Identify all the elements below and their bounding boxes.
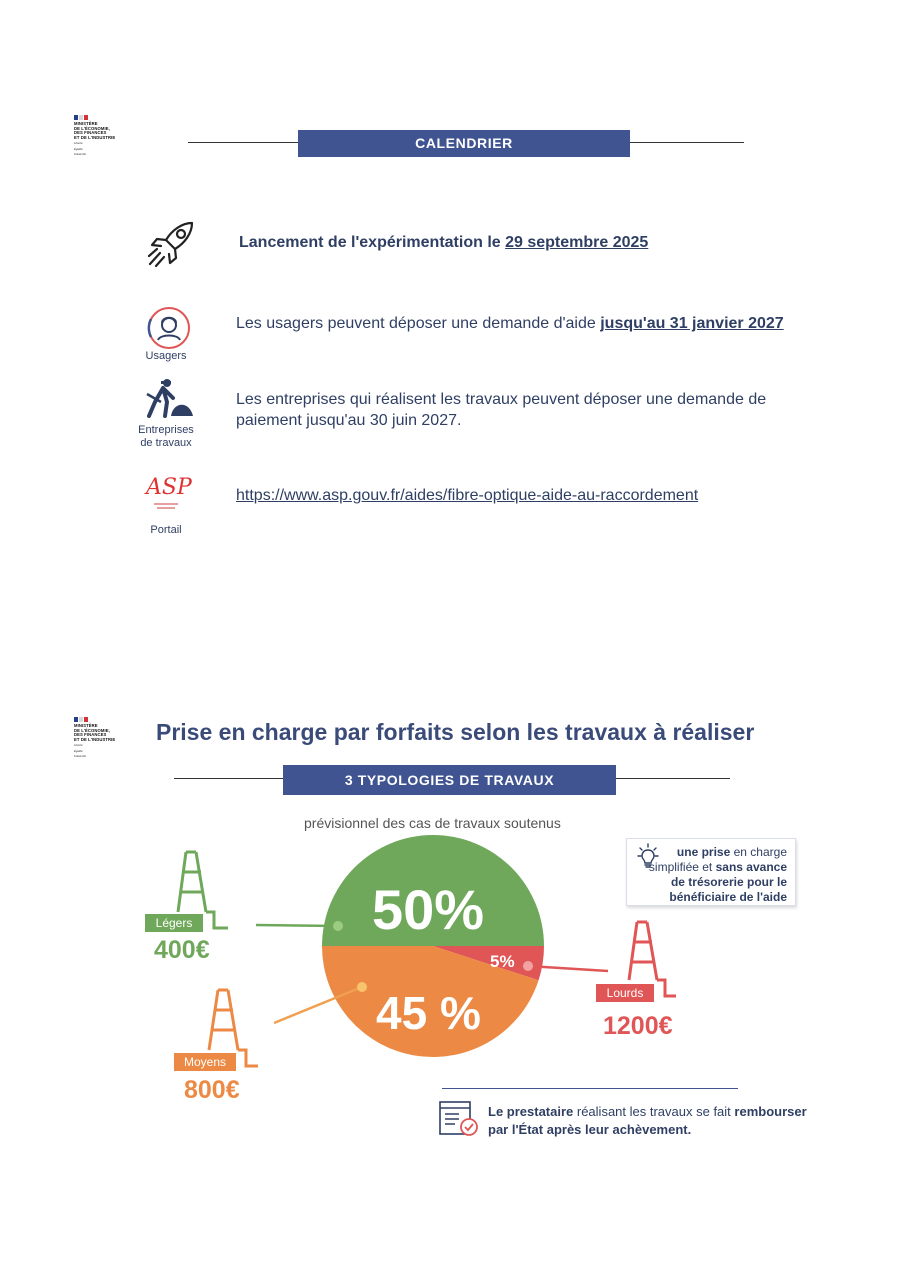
companies-text: Les entreprises qui réalisent les travaux peuvent déposer une demande de paiement jusqu'au 30 juin 2027.: [236, 391, 767, 429]
logo-line: DE L'ÉCONOMIE,: [74, 125, 110, 131]
companies-caption-line: Entreprises: [138, 424, 194, 436]
invoice-icon: [438, 1100, 480, 1138]
legers-price: 400€: [154, 936, 210, 964]
footnote-divider: [442, 1088, 738, 1089]
asp-logo-text: ASP: [146, 475, 192, 500]
users-label: Les usagers peuvent déposer une demande d'aide: [236, 315, 601, 332]
portal-link[interactable]: https://www.asp.gouv.fr/aides/fibre-optique-aide-au-raccordement: [236, 487, 699, 504]
footnote-rest: réalisant les travaux se fait: [573, 1104, 735, 1119]
footnote-bold: rembourser par l'État après leur achèvement.: [488, 1104, 807, 1137]
footnote-text: [488, 1103, 808, 1139]
logo-line: DES FINANCES: [74, 130, 107, 136]
logo-motto: Liberté: [74, 743, 83, 748]
legers-percent: 50%: [372, 878, 485, 941]
launch-label: Lancement de l'expérimentation le: [239, 234, 506, 251]
moyens-dot: [357, 982, 367, 992]
calendar-banner: CALENDRIER: [298, 130, 630, 157]
footnote-bold: Le prestataire: [488, 1104, 574, 1119]
portal-caption: Portail: [150, 524, 182, 536]
users-caption: Usagers: [145, 350, 187, 362]
logo-line: ET DE L'INDUSTRIE: [74, 736, 116, 742]
info-box-bold: une prise: [676, 845, 731, 859]
logo-motto: Fraternité: [74, 151, 86, 156]
forfaits-title: Prise en charge par forfaits selon les travaux à réaliser: [156, 719, 755, 745]
lourds-tag: Lourds: [596, 984, 654, 1002]
logo-motto: Liberté: [74, 141, 83, 146]
lourds-percent: 5%: [490, 952, 515, 971]
lourds-dot: [523, 961, 533, 971]
legers-connector: [256, 925, 338, 926]
info-box-bold: sans avance de trésorerie pour le bénéficiaire de l'aide: [669, 860, 787, 904]
logo-motto: Égalité: [74, 146, 83, 151]
logo-motto: Égalité: [74, 748, 83, 753]
logo-line: ET DE L'INDUSTRIE: [74, 134, 116, 140]
chart-subtitle: prévisionnel des cas de travaux soutenus: [304, 815, 561, 831]
companies-caption-line: de travaux: [140, 437, 192, 449]
launch-date: 29 septembre 2025: [505, 234, 649, 251]
logo-line: MINISTÈRE: [74, 723, 98, 728]
legers-tag: Légers: [145, 914, 203, 932]
moyens-percent: 45 %: [376, 987, 481, 1039]
logo-motto: Fraternité: [74, 753, 86, 758]
moyens-tag: Moyens: [174, 1053, 236, 1071]
logo-line: DES FINANCES: [74, 732, 107, 738]
moyens-price: 800€: [184, 1076, 240, 1104]
users-deadline: jusqu'au 31 janvier 2027: [600, 315, 784, 332]
info-box-text: en charge simplifiée et: [648, 845, 787, 874]
typologies-banner: 3 TYPOLOGIES DE TRAVAUX: [283, 765, 616, 795]
logo-line: MINISTÈRE: [74, 121, 98, 126]
logo-line: DE L'ÉCONOMIE,: [74, 727, 110, 733]
lourds-price: 1200€: [603, 1012, 673, 1040]
legers-dot: [333, 921, 343, 931]
